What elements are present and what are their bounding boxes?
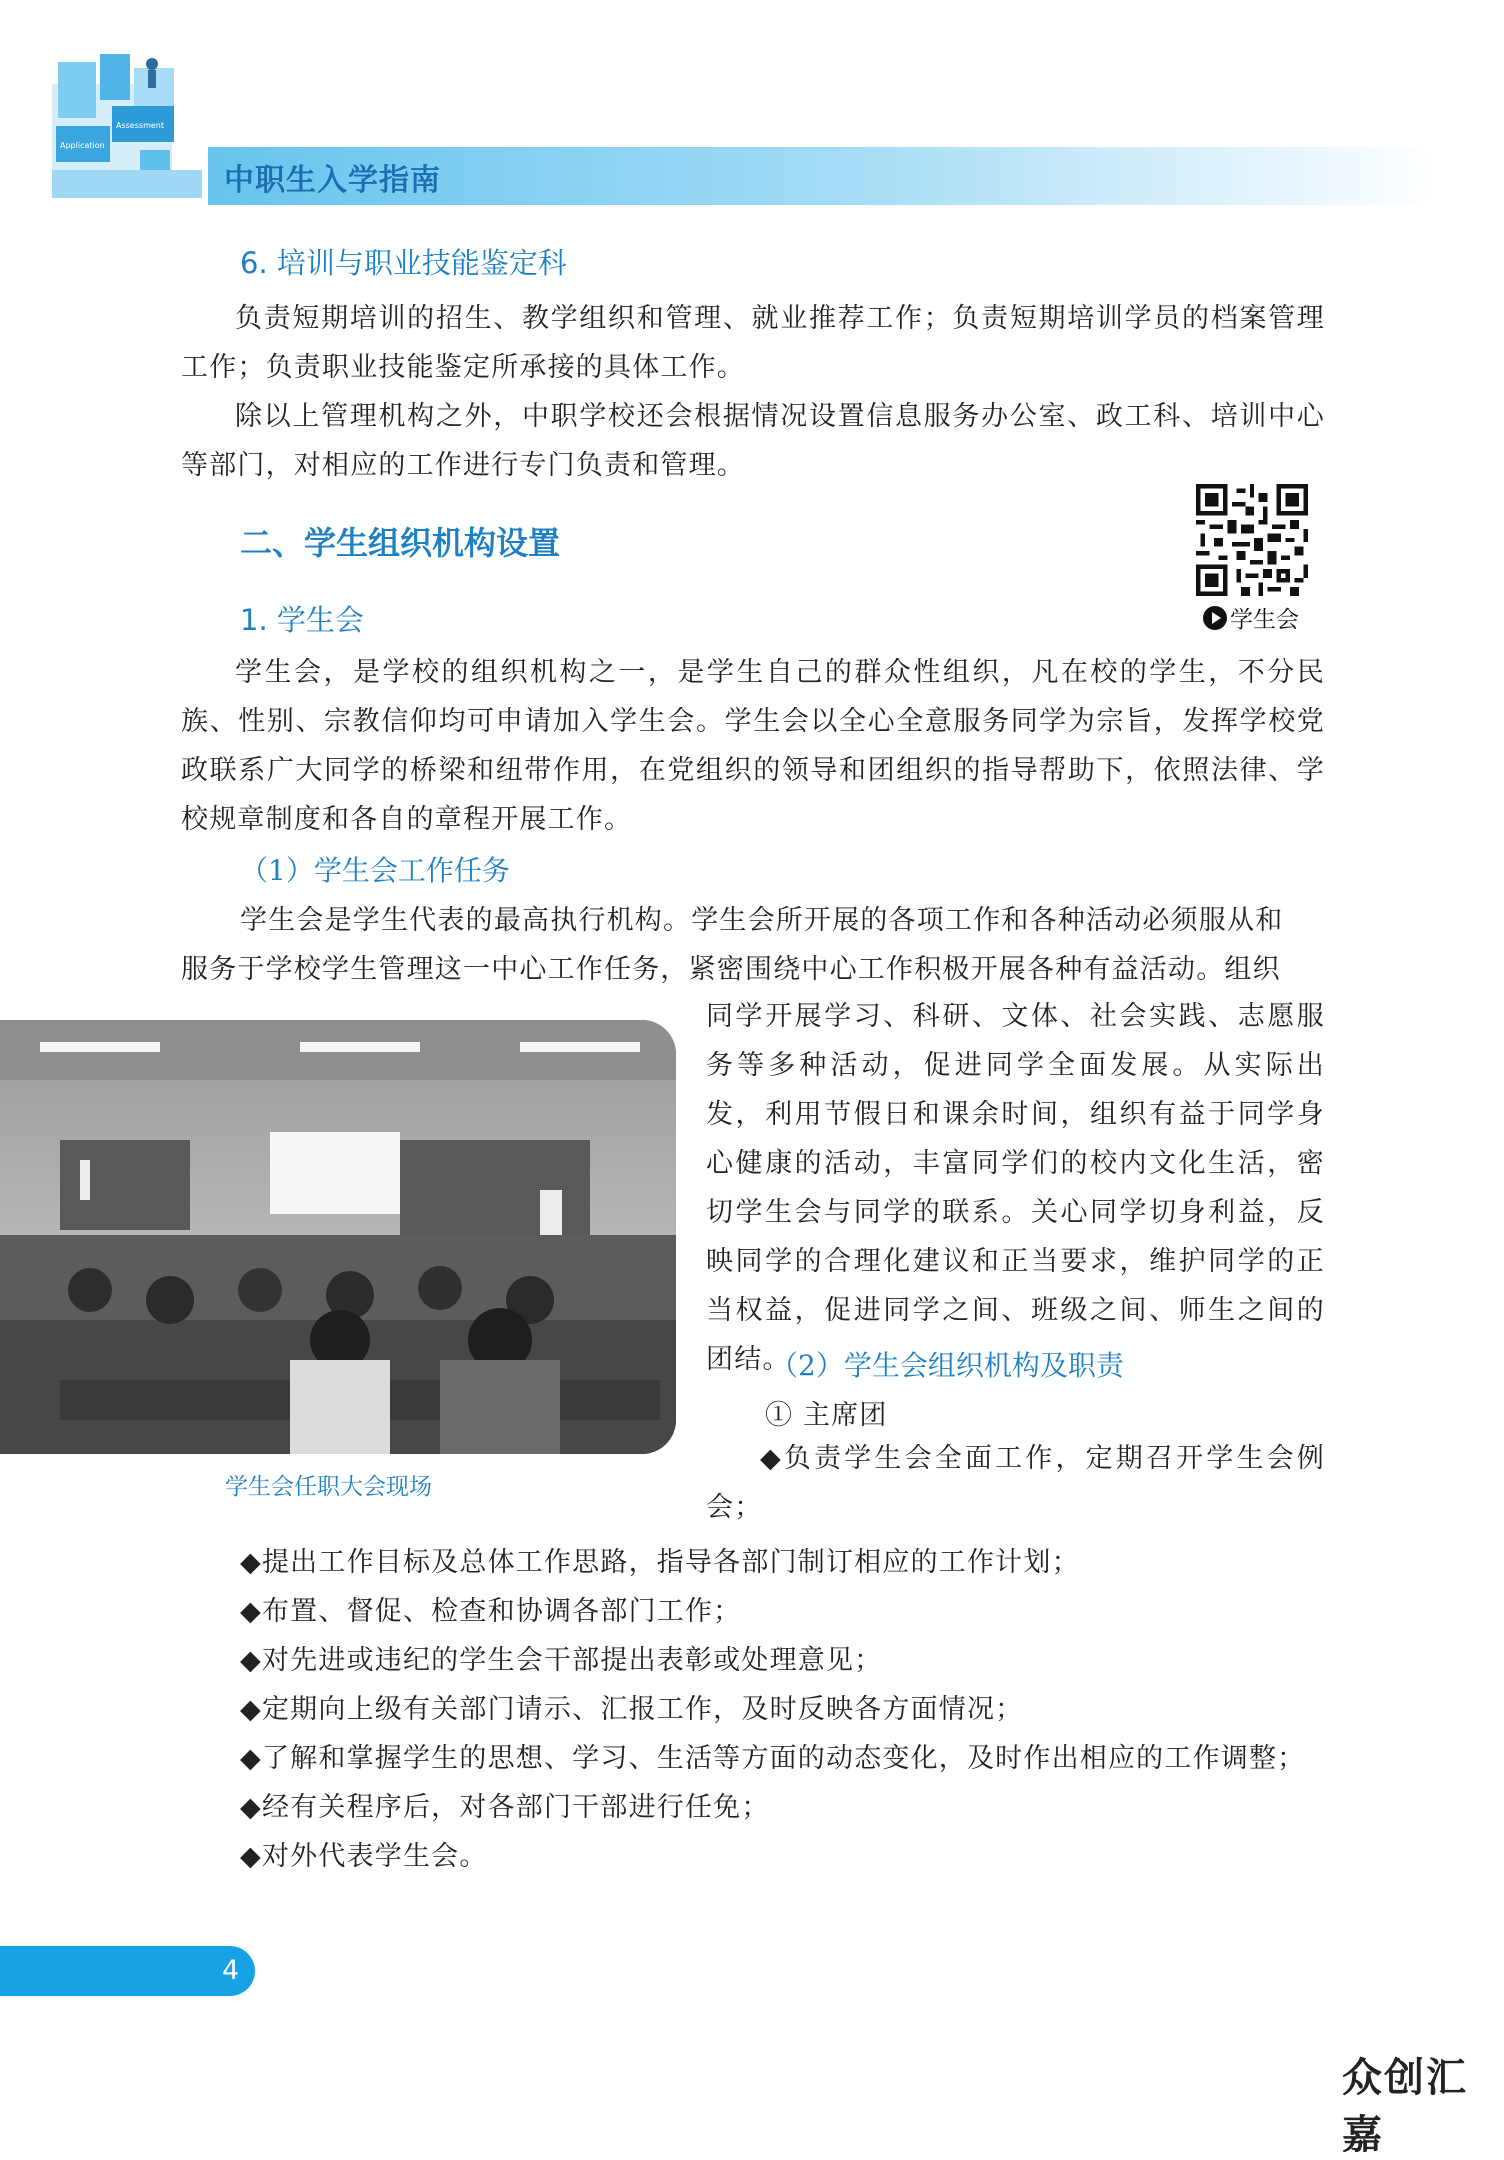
task-heading: （1）学生会工作任务 bbox=[240, 854, 510, 887]
duty-item: ◆对先进或违纪的学生会干部提出表彰或处理意见； bbox=[240, 1645, 883, 1676]
page-number: 4 bbox=[222, 1955, 240, 1986]
qr-label bbox=[1202, 601, 1299, 634]
duty-item: ◆对外代表学生会。 bbox=[240, 1841, 488, 1872]
student-union-paragraph: 学生会，是学校的组织机构之一，是学生自己的群众性组织，凡在校的学生，不分民族、性别、宗教信仰均可申请加入学生会。学生会以全心全意服务同学为宗旨，发挥学校党政联系广大同学的桥梁和纽带作用，在党组织的领导和团组织的指导帮助下，依照法律、学校规章制度和各自的章程开展工作。 bbox=[181, 657, 1325, 835]
header-title: 中职生入学指南 bbox=[224, 163, 441, 198]
duty-item: ◆了解和掌握学生的思想、学习、生活等方面的动态变化，及时作出相应的工作调整； bbox=[240, 1743, 1306, 1774]
illus-label-application: Application bbox=[60, 141, 105, 150]
duty-item: ◆定期向上级有关部门请示、汇报工作，及时反映各方面情况； bbox=[240, 1694, 1024, 1725]
part-2-heading: 二、学生组织机构设置 bbox=[240, 524, 561, 562]
section-6-paragraph-1: 负责短期培训的招生、教学组织和管理、就业推荐工作；负责短期培训学员的档案管理工作；负责职业技能鉴定所承接的具体工作。 bbox=[181, 303, 1325, 383]
watermark: 众创汇嘉 bbox=[1342, 2055, 1468, 2158]
student-union-heading: 1. 学生会 bbox=[240, 603, 364, 637]
duty-item: ◆提出工作目标及总体工作思路，指导各部门制订相应的工作计划； bbox=[240, 1547, 1080, 1578]
section-6-heading: 6. 培训与职业技能鉴定科 bbox=[240, 246, 567, 280]
qr-code bbox=[1196, 484, 1308, 596]
play-icon bbox=[1202, 605, 1228, 631]
photo-caption: 学生会任职大会现场 bbox=[225, 1474, 432, 1500]
duty-item: ◆经有关程序后，对各部门干部进行任免； bbox=[240, 1792, 770, 1823]
header-illustration bbox=[52, 54, 204, 198]
illus-label-assessment: Assessment bbox=[116, 121, 164, 130]
org-heading: （2）学生会组织机构及职责 bbox=[770, 1349, 1124, 1382]
duty-1: ◆负责学生会全面工作，定期召开学生会例会； bbox=[706, 1443, 1325, 1523]
meeting-photo bbox=[0, 1020, 676, 1454]
page-number-bar bbox=[0, 1946, 255, 1996]
task-line-1: 学生会是学生代表的最高执行机构。学生会所开展的各项工作和各种活动必须服从和 bbox=[240, 905, 1284, 936]
presidium-heading: ① 主席团 bbox=[765, 1400, 888, 1431]
section-6-paragraph-2: 除以上管理机构之外，中职学校还会根据情况设置信息服务办公室、政工科、培训中心等部门，对相应的工作进行专门负责和管理。 bbox=[181, 401, 1325, 481]
duty-item: ◆布置、督促、检查和协调各部门工作； bbox=[240, 1596, 742, 1627]
task-paragraph-rest: 同学开展学习、科研、文体、社会实践、志愿服务等多种活动，促进同学全面发展。从实际出发，利用节假日和课余时间，组织有益于同学身心健康的活动，丰富同学们的校内文化生活，密切学生会与同学的联系。关心同学切身利益，反映同学的合理化建议和正当要求，维护同学的正当权益，促进同学之间、班级之间、师生之间的团结。 bbox=[706, 1001, 1325, 1375]
task-line-2: 服务于学校学生管理这一中心工作任务，紧密围绕中心工作积极开展各种有益活动。组织 bbox=[181, 954, 1281, 985]
qr-label-text: 学生会 bbox=[1230, 607, 1299, 633]
